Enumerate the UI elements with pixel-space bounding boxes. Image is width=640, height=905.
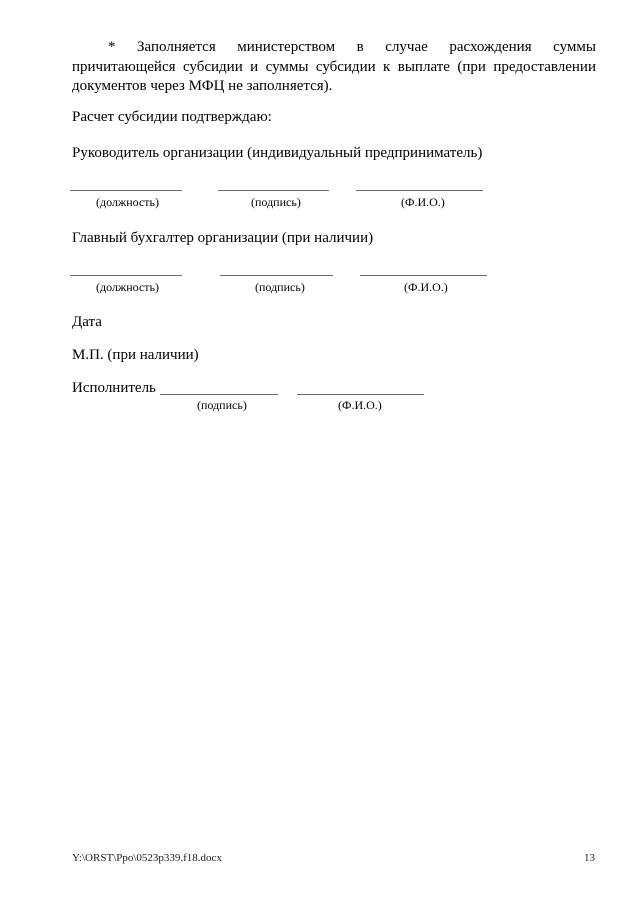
page-number: 13 (584, 852, 595, 864)
footer-file-path: Y:\ORST\Ppo\0523p339.f18.docx (72, 852, 222, 864)
executor-label: Исполнитель (72, 380, 156, 396)
head-title: Руководитель организации (индивидуальный предприниматель) (72, 145, 483, 161)
executor-signature-caption: (подпись) (197, 398, 247, 412)
head-position-line (70, 190, 182, 191)
confirm-text: Расчет субсидии подтверждаю: (72, 109, 272, 125)
head-position-caption: (должность) (96, 195, 159, 209)
accountant-name-line (360, 275, 487, 276)
executor-name-line (297, 394, 424, 395)
executor-name-caption: (Ф.И.О.) (338, 398, 382, 412)
footnote (72, 38, 596, 97)
head-signature-line (218, 190, 329, 191)
accountant-name-caption: (Ф.И.О.) (404, 280, 448, 294)
accountant-title: Главный бухгалтер организации (при наличии) (72, 230, 374, 246)
head-signature-caption: (подпись) (251, 195, 301, 209)
date-label: Дата (72, 314, 102, 330)
head-name-line (356, 190, 483, 191)
seal-label: М.П. (при наличии) (72, 347, 199, 363)
accountant-position-line (70, 275, 182, 276)
footnote-continuation: причитающейся субсидии и суммы субсидии к выплате (при предоставлении документов через МФЦ не заполняется). (72, 58, 596, 94)
accountant-position-caption: (должность) (96, 280, 159, 294)
footnote-first-line: * Заполняется министерством в случае расхождения суммы (108, 39, 596, 55)
executor-signature-line (160, 394, 278, 395)
head-name-caption: (Ф.И.О.) (401, 195, 445, 209)
accountant-signature-line (220, 275, 333, 276)
accountant-signature-caption: (подпись) (255, 280, 305, 294)
